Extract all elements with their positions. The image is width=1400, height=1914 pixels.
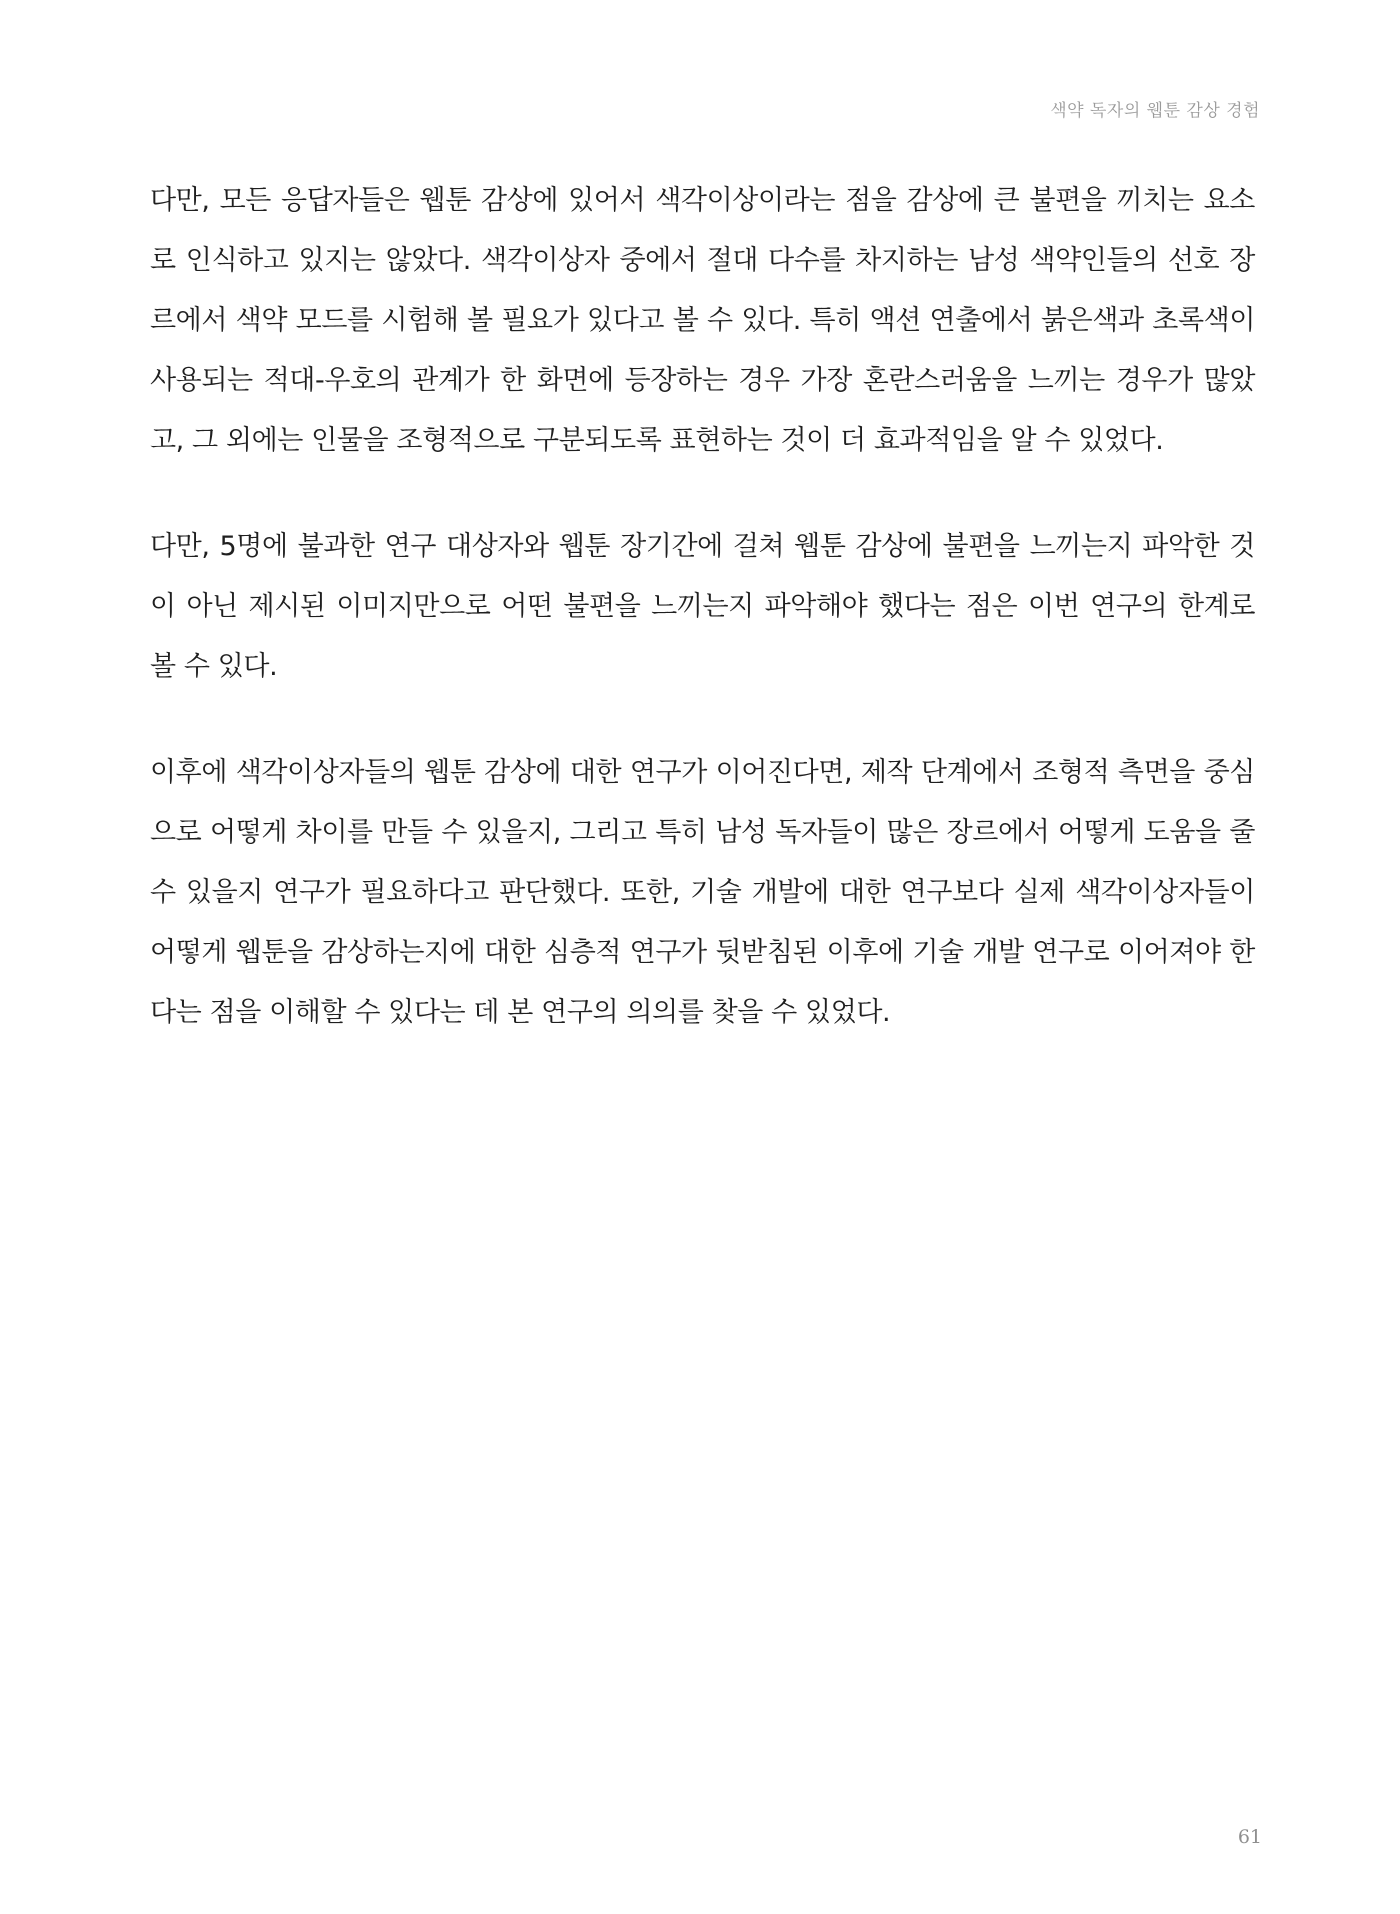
paragraph-line: 다만, 5명에 불과한 연구 대상자와 웹툰 장기간에 걸쳐 웹툰 감상에 불편을 느끼는지 파악한 것 bbox=[150, 531, 1255, 562]
paragraph-line: 사용되는 적대-우호의 관계가 한 화면에 등장하는 경우 가장 혼란스러움을 느끼는 경우가 많았 bbox=[150, 365, 1255, 396]
paragraph-line: 수 있을지 연구가 필요하다고 판단했다. 또한, 기술 개발에 대한 연구보다 실제 색각이상자들이 bbox=[150, 877, 1255, 908]
paragraph-line: 로 인식하고 있지는 않았다. 색각이상자 중에서 절대 다수를 차지하는 남성 색약인들의 선호 장 bbox=[150, 245, 1255, 276]
paragraph-line: 이 아닌 제시된 이미지만으로 어떤 불편을 느끼는지 파악해야 했다는 점은 이번 연구의 한계로 bbox=[150, 591, 1255, 622]
page-number: 61 bbox=[1237, 1826, 1262, 1848]
paragraph-2 bbox=[150, 524, 1255, 690]
paragraph-line: 고, 그 외에는 인물을 조형적으로 구분되도록 표현하는 것이 더 효과적임을 알 수 있었다. bbox=[150, 425, 1164, 456]
paragraph-line: 이후에 색각이상자들의 웹툰 감상에 대한 연구가 이어진다면, 제작 단계에서 조형적 측면을 중심 bbox=[150, 757, 1255, 788]
paragraph-3 bbox=[150, 750, 1255, 1036]
paragraph-line: 으로 어떻게 차이를 만들 수 있을지, 그리고 특히 남성 독자들이 많은 장르에서 어떻게 도움을 줄 bbox=[150, 817, 1255, 848]
body-text bbox=[150, 178, 1255, 1096]
paragraph-line: 다는 점을 이해할 수 있다는 데 본 연구의 의의를 찾을 수 있었다. bbox=[150, 997, 891, 1028]
paragraph-line: 볼 수 있다. bbox=[150, 651, 278, 682]
paragraph-line: 르에서 색약 모드를 시험해 볼 필요가 있다고 볼 수 있다. 특히 액션 연출에서 붉은색과 초록색이 bbox=[150, 305, 1255, 336]
paragraph-1 bbox=[150, 178, 1255, 464]
paragraph-line: 다만, 모든 응답자들은 웹툰 감상에 있어서 색각이상이라는 점을 감상에 큰 불편을 끼치는 요소 bbox=[150, 185, 1255, 216]
running-header: 색약 독자의 웹툰 감상 경험 bbox=[1050, 101, 1260, 121]
paragraph-line: 어떻게 웹툰을 감상하는지에 대한 심층적 연구가 뒷받침된 이후에 기술 개발 연구로 이어져야 한 bbox=[150, 937, 1255, 968]
